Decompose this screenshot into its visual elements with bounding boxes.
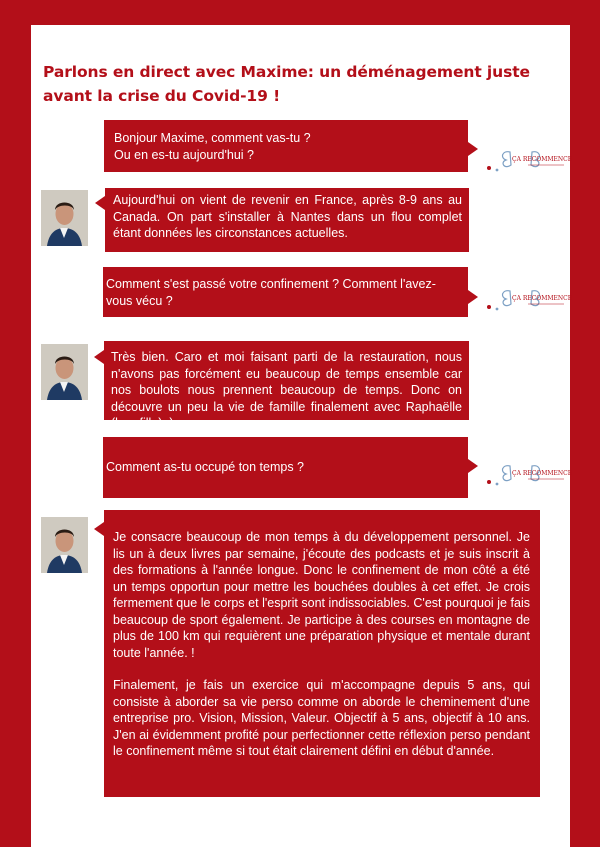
bubble-tail — [94, 350, 104, 364]
brand-logo — [480, 287, 572, 313]
answer-bubble — [104, 510, 540, 797]
question-line: Bonjour Maxime, comment vas-tu ? — [114, 131, 311, 145]
document-page — [31, 25, 570, 847]
logo-text: ÇA RECOMMENCE — [512, 295, 572, 302]
brand-logo — [480, 462, 572, 488]
question-bubble — [103, 437, 468, 498]
question-line: Comment as-tu occupé ton temps ? — [106, 460, 305, 474]
bubble-tail — [468, 142, 478, 156]
answer-paragraph: Très bien. Caro et moi faisant parti de la restauration, nous n'avons pas forcément eu beaucoup de temps ensemble car nos boulots nous prennent beaucoup de temps. Donc on découvre un peu la vie de famille finalement avec Raphaëlle (leur fille) :) — [111, 350, 462, 430]
page-title: Parlons en direct avec Maxime: un déménagement juste avant la crise du Covid-19 ! — [43, 63, 530, 105]
avatar-maxime — [41, 344, 88, 400]
answer-paragraph: Je consacre beaucoup de mon temps à du développement personnel. Je lis un à deux livres par semaine, j'écoute des podcasts et je suis inscrit à des formations à l'année longue. Donc le confinement de mon côté a été un temps opportun pour mettre les bouchées doubles à cet effet. Je crois fermement que le corps et l'esprit sont indissociables. C'est pourquoi je fais beaucoup de sport également. Je participe à des courses en montagne de plus de 100 km qui requièrent une préparation physique et mentale durant toute l'année. ! — [113, 530, 530, 660]
bubble-tail — [95, 196, 105, 210]
question-bubble — [103, 267, 468, 317]
question-bubble — [104, 120, 468, 172]
avatar-maxime — [41, 190, 88, 246]
answer-paragraph: Aujourd'hui on vient de revenir en France, après 8-9 ans au Canada. On part s'installer à Nantes dans un flou complet étant données les circonstances actuelles. — [113, 193, 462, 240]
logo-text: ÇA RECOMMENCE — [512, 156, 572, 163]
logo-text: ÇA RECOMMENCE — [512, 470, 572, 477]
bubble-tail — [468, 290, 478, 304]
bubble-tail — [468, 459, 478, 473]
answer-bubble — [105, 188, 469, 252]
question-line: Comment s'est passé votre confinement ? Comment l'avez-vous vécu ? — [106, 277, 436, 308]
avatar-maxime — [41, 517, 88, 573]
answer-paragraph: Finalement, je fais un exercice qui m'accompagne depuis 5 ans, qui consiste à aborder sa vie perso comme on aborde le cheminement d'une entreprise pro. Vision, Mission, Valeur. Objectif à 5 ans, objectif à 10 ans. J'en ai évidemment profité pour perfectionner cette réflexion perso pendant le confinement même si tout était clairement défini en début d'année. — [113, 678, 530, 758]
question-line: Ou en es-tu aujourd'hui ? — [114, 147, 254, 162]
brand-logo — [480, 148, 572, 174]
answer-bubble — [104, 341, 469, 430]
bubble-tail — [94, 522, 104, 536]
